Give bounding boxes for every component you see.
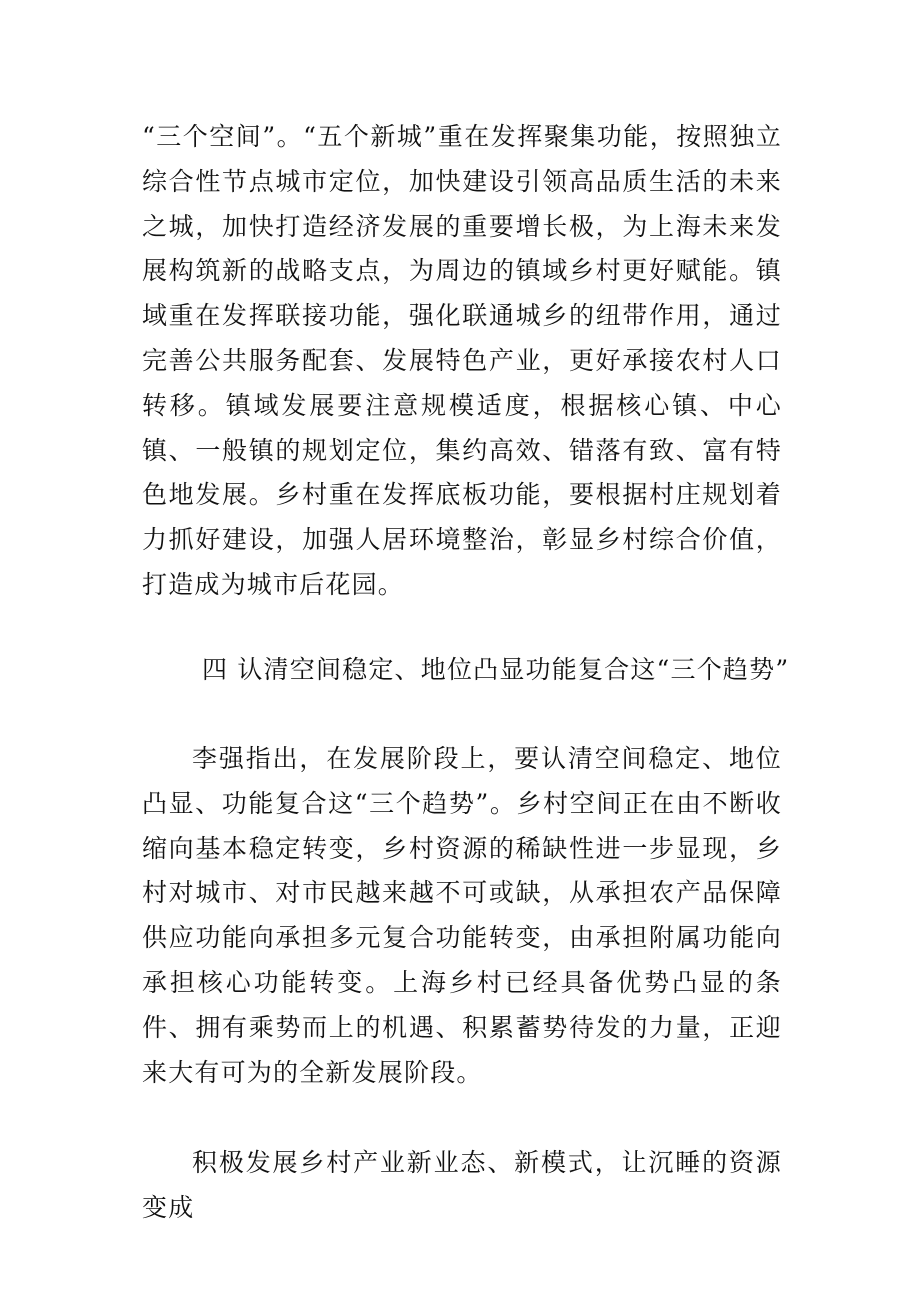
body-paragraph-continued: “三个空间”。“五个新城”重在发挥聚集功能，按照独立综合性节点城市定位，加快建设引领高品质生活的未来之城，加快打造经济发展的重要增长极，为上海未来发展构筑新的战略支点，为周边的镇域乡村更好赋能。镇域重在发挥联接功能，强化联通城乡的纽带作用，通过完善公共服务配套、发展特色产业，更好承接农村人口转移。镇域发展要注意规模适度，根据核心镇、中心镇、一般镇的规划定位，集约高效、错落有致、富有特色地发展。乡村重在发挥底板功能，要根据村庄规划着力抓好建设，加强人居环境整治，彰显乡村综合价值，打造成为城市后花园。 [142, 122, 782, 599]
section-heading: 四 认清空间稳定、地位凸显功能复合这“三个趋势” [202, 655, 790, 684]
body-paragraph: 李强指出，在发展阶段上，要认清空间稳定、地位凸显、功能复合这“三个趋势”。乡村空间正在由不断收缩向基本稳定转变，乡村资源的稀缺性进一步显现，乡村对城市、对市民越来越不可或缺，从承担农产品保障供应功能向承担多元复合功能转变，由承担附属功能向承担核心功能转变。上海乡村已经具备优势凸显的条件、拥有乘势而上的机遇、积累蓄势待发的力量，正迎来大有可为的全新发展阶段。 [142, 744, 782, 1087]
body-paragraph-partial: 积极发展乡村产业新业态、新模式，让沉睡的资源变成 [142, 1148, 782, 1222]
